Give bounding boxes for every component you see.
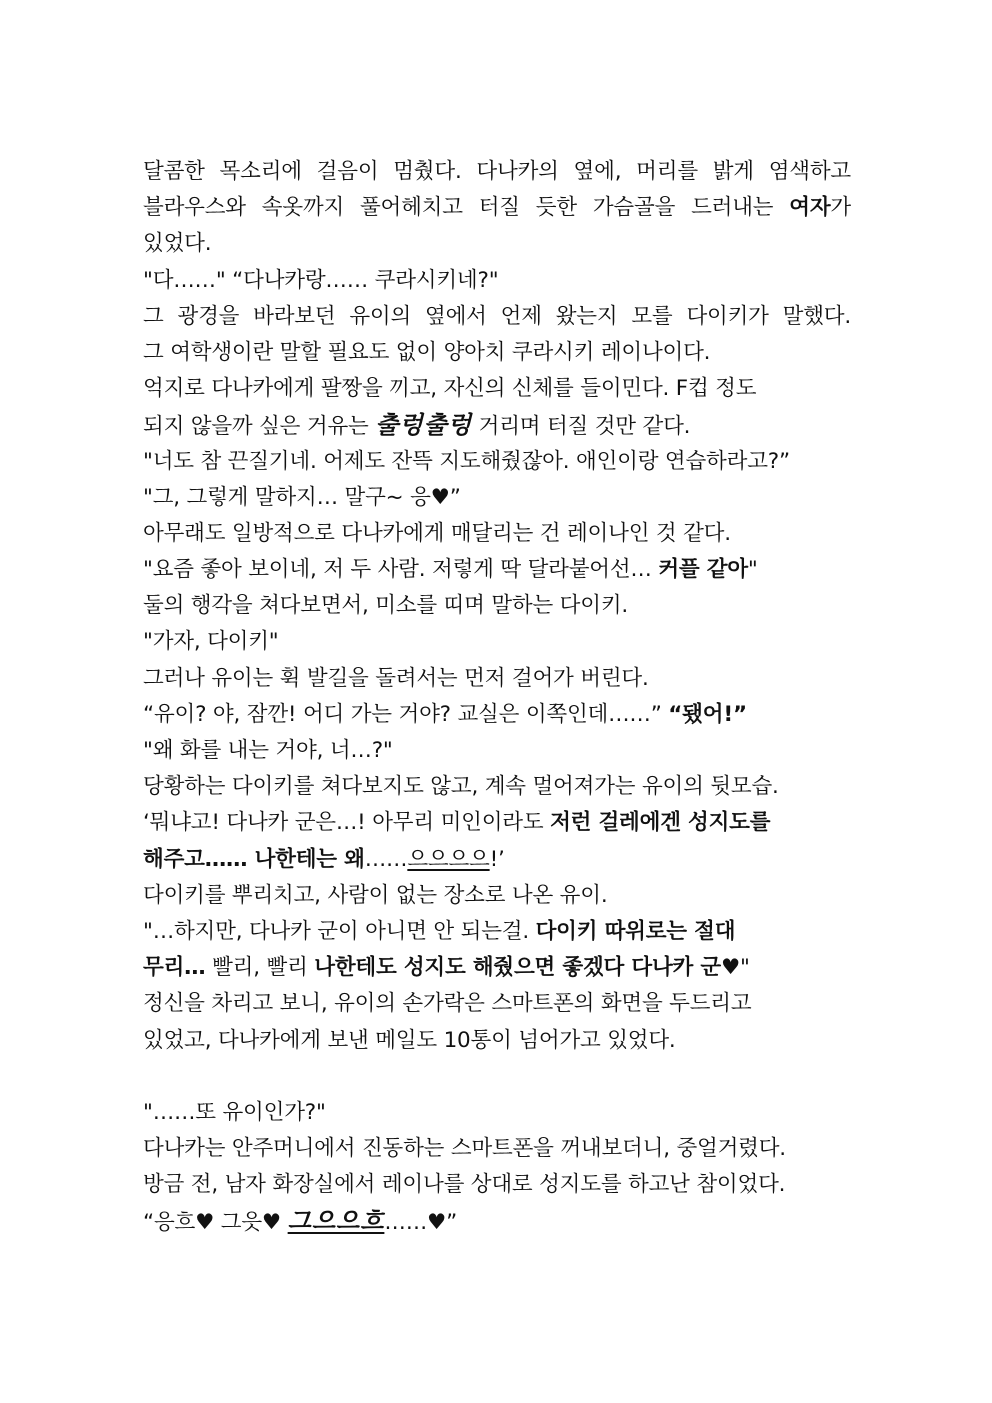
text-line: “응흐♥ 그읏♥ 그으으흐……♥”: [143, 1206, 458, 1236]
emphasis-text: 커플 같아: [658, 557, 748, 583]
underlined-text: 으으으으: [407, 846, 490, 872]
text-line: 있었고, 다나카에게 보낸 메일도 10통이 넘어가고 있었다.: [143, 1027, 676, 1053]
blank-line: [143, 1059, 872, 1095]
emphasis-text: 저런 걸레에겐 성지도를: [550, 810, 771, 836]
emphasis-text: 해주고…… 나한테는 왜: [143, 846, 365, 872]
onomatopoeia-text: 출렁출렁: [375, 410, 472, 440]
text-line: 달콤한 목소리에 걸음이 멈췄다. 다나카의 옆에, 머리를 밝게 염색하고: [143, 159, 851, 184]
text-line: 되지 않을까 싶은 거유는 출렁출렁 거리며 터질 것만 같다.: [143, 410, 691, 440]
text-line: 정신을 차리고 보니, 유이의 손가락은 스마트폰의 화면을 두드리고: [143, 991, 752, 1017]
emphasis-text: 여자: [789, 195, 831, 221]
text-line: 무리… 빨리, 빨리 나한테도 성지도 해줬으면 좋겠다 다나카 군♥": [143, 955, 750, 981]
text-line: "요즘 좋아 보이네, 저 두 사람. 저렇게 딱 달라붙어선… 커플 같아": [143, 557, 758, 583]
handwritten-moan-text: 그으으흐: [287, 1206, 385, 1236]
text-line: 억지로 다나카에게 팔짱을 끼고, 자신의 신체를 들이민다. F컵 정도: [143, 376, 757, 402]
emphasis-text: 무리…: [143, 955, 206, 981]
text-line: 아무래도 일방적으로 다나카에게 매달리는 건 레이나인 것 같다.: [143, 520, 731, 546]
text-line: 블라우스와 속옷까지 풀어헤치고 터질 듯한 가슴골을 드러내는 여자가: [143, 195, 851, 221]
text-line: 다이키를 뿌리치고, 사람이 없는 장소로 나온 유이.: [143, 882, 608, 908]
text-line: 해주고…… 나한테는 왜……으으으으!’: [143, 846, 505, 872]
text-line: "그, 그렇게 말하지… 말구~ 응♥”: [143, 484, 461, 510]
emphasis-text: 다이키 따위로는 절대: [535, 918, 736, 944]
text-line: 방금 전, 남자 화장실에서 레이나를 상대로 성지도를 하고난 참이었다.: [143, 1172, 786, 1198]
text-line: "왜 화를 내는 거야, 너…?": [143, 738, 393, 763]
text-line: "너도 참 끈질기네. 어제도 잔뜩 지도해줬잖아. 애인이랑 연습하라고?”: [143, 448, 790, 474]
emphasis-text: 나한테도 성지도 해줬으면 좋겠다 다나카 군♥: [314, 955, 741, 981]
text-line: ‘뭐냐고! 다나카 군은…! 아무리 미인이라도 저런 걸레에겐 성지도를: [143, 810, 771, 836]
text-line: 둘의 행각을 쳐다보면서, 미소를 띠며 말하는 다이키.: [143, 593, 629, 619]
text-line: 그 여학생이란 말할 필요도 없이 양아치 쿠라시키 레이나이다.: [143, 339, 711, 365]
text-line: 그러나 유이는 휙 발길을 돌려서는 먼저 걸어가 버린다.: [143, 665, 649, 691]
text-line: “유이? 야, 잠깐! 어디 가는 거야? 교실은 이쪽인데……” “됐어!”: [143, 701, 747, 727]
text-line: "다……" “다나카랑…… 쿠라시키네?": [143, 267, 499, 293]
text-line: "……또 유이인가?": [143, 1099, 326, 1125]
text-line: 있었다.: [143, 231, 212, 257]
text-line: "…하지만, 다나카 군이 아니면 안 되는걸. 다이키 따위로는 절대: [143, 918, 736, 944]
text-line: 다나카는 안주머니에서 진동하는 스마트폰을 꺼내보더니, 중얼거렸다.: [143, 1136, 786, 1162]
text-line: 그 광경을 바라보던 유이의 옆에서 언제 왔는지 모를 다이키가 말했다.: [143, 303, 851, 329]
text-line: 당황하는 다이키를 쳐다보지도 않고, 계속 멀어져가는 유이의 뒷모습.: [143, 774, 779, 800]
emphasis-text: “됐어!”: [668, 701, 747, 727]
text-line: "가자, 다이키": [143, 629, 279, 655]
